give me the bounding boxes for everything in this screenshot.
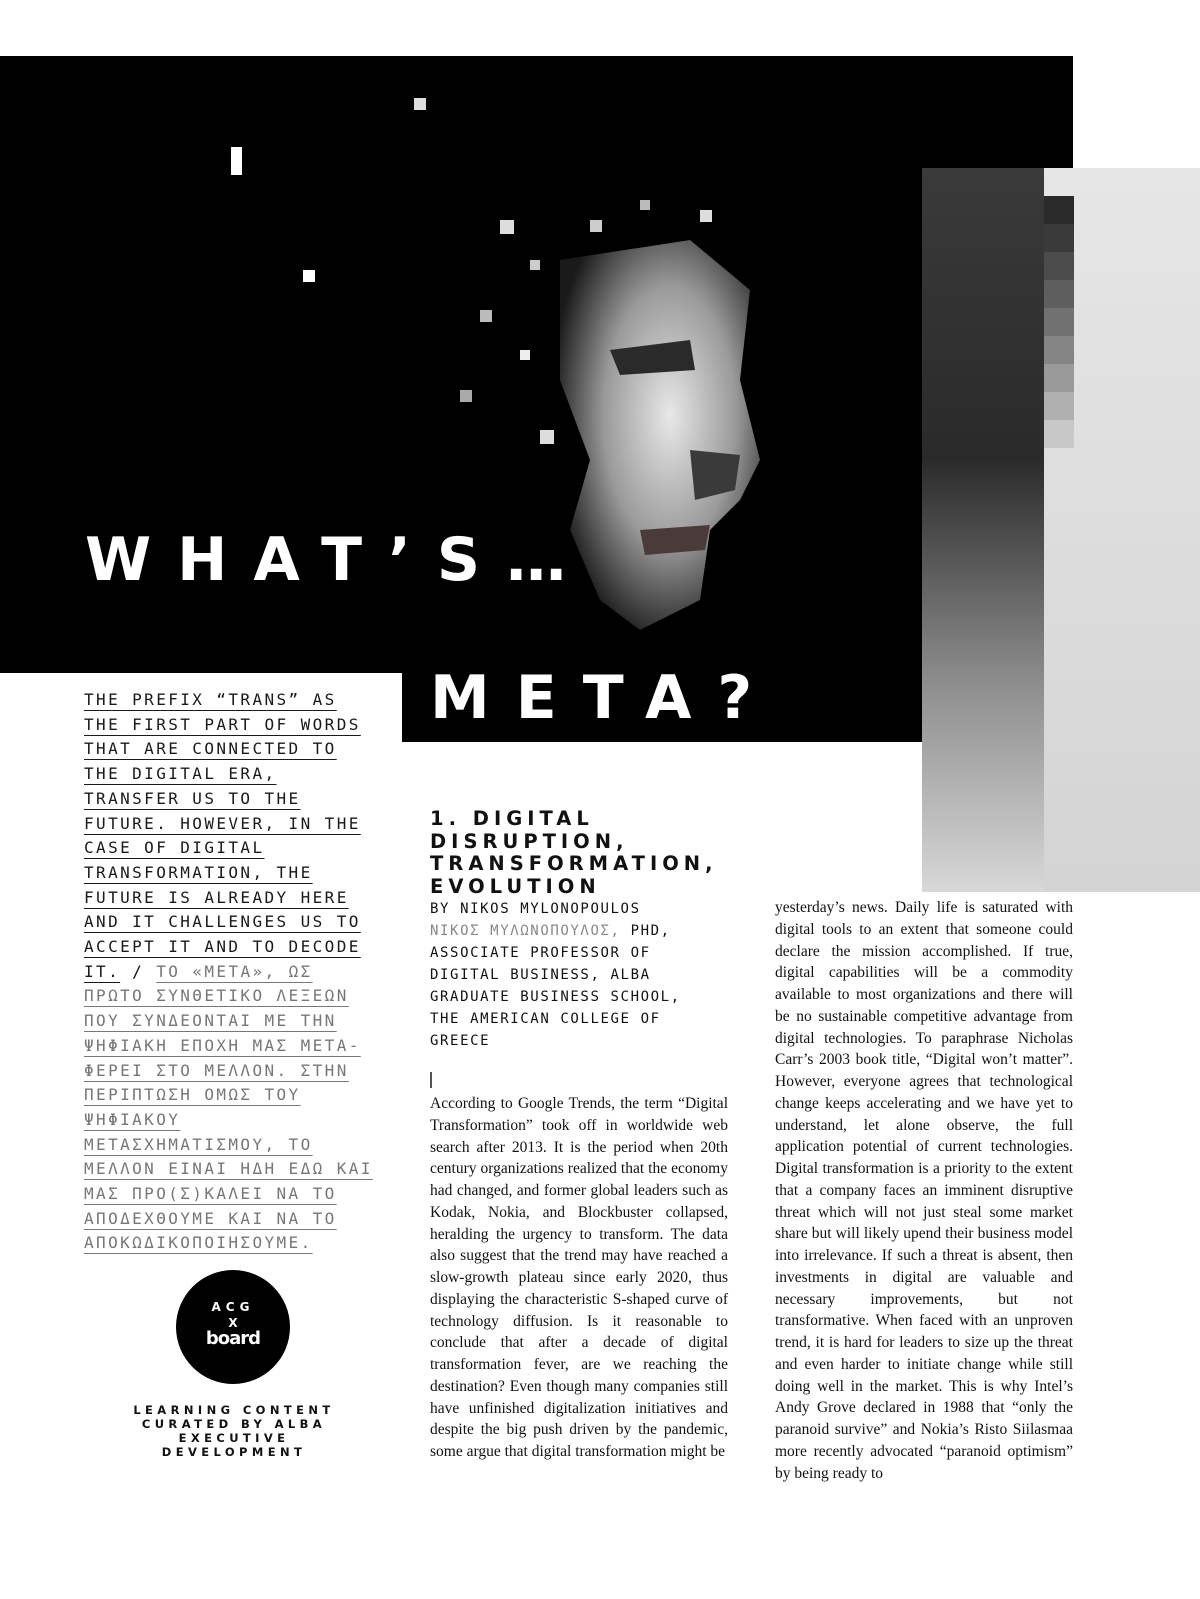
logo-board: board [205,1328,261,1349]
byline-author-gr: ΝΙΚΟΣ ΜΥΛΩΝΟΠΟΥΛΟΣ, [430,923,621,939]
intro-pullquote [84,688,384,1256]
intro-greek: ΤΟ «ΜΕΤΑ», ΩΣ ΠΡΩΤΟ ΣΥΝΘΕΤΙΚΟ ΛΕΞΕΩΝ ΠΟΥ ΣΥΝΔΕΟΝΤΑΙ ΜΕ ΤΗΝ ΨΗΦΙΑΚΗ ΕΠΟΧΗ ΜΑΣ ΜΕΤΑ-ΦΕΡΕΙ ΣΤΟ ΜΕΛΛΟΝ. ΣΤΗΝ ΠΕΡΙΠΤΩΣΗ ΟΜΩΣ ΤΟΥ ΨΗΦΙΑΚΟΥ ΜΕΤΑΣΧΗΜΑΤΙΣΜΟΥ, ΤΟ ΜΕΛΛΟΝ ΕΙΝΑΙ ΗΔΗ ΕΔΩ ΚΑΙ ΜΑΣ ΠΡΟ(Σ)ΚΑΛΕΙ ΝΑ ΤΟ ΑΠΟΔΕΧΘΟΥΜΕ ΚΑΙ ΝΑ ΤΟ ΑΠΟΚΩΔΙΚΟΠΟΙΗΣΟΥΜΕ. [84,961,373,1253]
byline [430,898,720,1052]
byline-credentials: PHD, ASSOCIATE PROFESSOR OF DIGITAL BUSINESS, ALBA GRADUATE BUSINESS SCHOOL, THE AMERICAN COLLEGE OF GREECE [430,923,681,1049]
headline-whats: WHAT’S… [85,525,593,595]
acg-board-logo [176,1270,290,1384]
logo-x: X [228,1316,238,1330]
intro-separator: / [120,961,157,981]
byline-author-en: BY NIKOS MYLONOPOULOS [430,901,641,917]
text-cursor [430,1072,432,1088]
white-block-1 [231,147,242,175]
body-column-1: According to Google Trends, the term “Digital Transformation” took off in worldwide web search after 2013. It is the period when 20th century organizations realized that the economy had changed, and former global leaders such as Kodak, Nokia, and Blockbuster collapsed, heralding the urgency to transform. The data also suggest that the trend may have reached a slow-growth plateau since early 2020, thus displaying the characteristic S-shaped curve of technology diffusion. Is it reasonable to conclude that after a decade of digital transformation fever, are we reaching the destination? Even though many companies still have unfinished digitalization initiatives and despite the big push driven by the pandemic, some argue that digital transformation might be [430,1095,728,1460]
section-title: 1. DIGITAL DISRUPTION, TRANSFORMATION, EVOLUTION [430,807,718,898]
headline-meta: META? [430,663,779,733]
body-column-2: yesterday’s news. Daily life is saturated with digital tools to an extent that someone could declare the mission accomplished. If true, digital capabilities will be a commodity available to most organizations and there will be no sustainable competitive advantage from digital technologies. To paraphrase Nicholas Carr’s 2003 book title, “Digital won’t matter”. However, everyone agrees that technological change keeps accelerating and we have yet to understand, let alone observe, the full application potential of current technologies. Digital transformation is a priority to the extent that a company faces an imminent disruptive threat which will not just steal some market share but will likely upend their business model into irrelevance. If such a threat is absent, then investments in digital are valuable and necessary improvements, but not transformative. When faced with an unproven trend, it is hard for leaders to size up the threat and even harder to initiate change while still doing well in the market. This is why Intel’s Andy Grove declared in 1988 that “only the paranoid survive” and Nokia’s Risto Siilasmaa more recently advocated “paranoid optimism” by being ready to [775,899,1073,1482]
badge-caption: LEARNING CONTENT CURATED BY ALBA EXECUTIVE DEVELOPMENT [133,1403,335,1459]
white-block-3 [414,98,426,110]
intro-english: THE PREFIX “TRANS” AS THE FIRST PART OF WORDS THAT ARE CONNECTED TO THE DIGITAL ERA, TRANSFER US TO THE FUTURE. HOWEVER, IN THE CASE OF DIGITAL TRANSFORMATION, THE FUTURE IS ALREADY HERE AND IT CHALLENGES US TO ACCEPT IT AND TO DECODE IT. [84,690,361,981]
white-block-2 [303,270,315,282]
logo-acg: ACG [211,1300,255,1314]
